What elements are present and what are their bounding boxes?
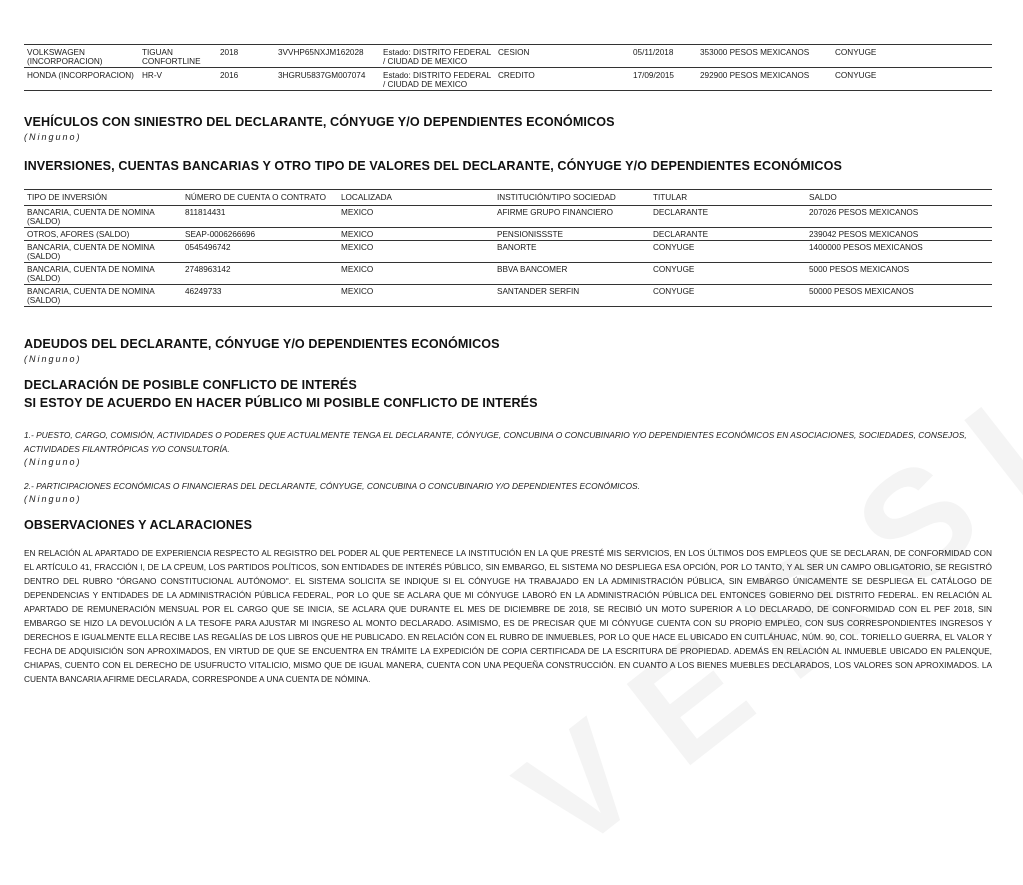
investments-header-cell: SALDO [806,190,992,206]
conflicto-item-2-none: (Ninguno) [24,494,82,504]
investment-cell: CONYUGE [650,285,806,307]
investments-table [24,189,992,307]
investments-header-cell: LOCALIZADA [338,190,494,206]
inversiones-title: INVERSIONES, CUENTAS BANCARIAS Y OTRO TIPO DE VALORES DEL DECLARANTE, CÓNYUGE Y/O DEPENDIENTES ECONÓMICOS [24,159,842,173]
vehicle-cell-holder: CONYUGE [832,68,992,91]
vehicle-cell-acquisition: CESION [495,45,630,68]
investment-cell: 46249733 [182,285,338,307]
vehicle-row [24,68,992,91]
observaciones-text: EN RELACIÓN AL APARTADO DE EXPERIENCIA RESPECTO AL REGISTRO DEL PODER AL QUE PERTENECE LA INSTITUCIÓN EN LA QUE PRESTÉ MIS SERVICIOS, EN LOS ÚLTIMOS DOS EMPLEOS QUE SE DECLARAN, DE CONFORMIDAD CON EL ARTÍCULO 41, FRACCIÓN I, DE LA CPEUM, LOS PARTIDOS POLÍTICOS, SON ENTIDADES DE INTERÉS PÚBLICO, SIN EMBARGO, EL SISTEMA NO DESPLIEGA ESA OPCIÓN, POR LO TANTO, Y AL SER UN CAMPO OBLIGATORIO, SE REGISTRÓ DENTRO DEL RUBRO "ÓRGANO CONSTITUCIONAL AUTÓNOMO". EL SISTEMA SOLICITA SE INDIQUE SI EL CÓNYUGE HA TRABAJADO EN LA ADMINISTRACIÓN PÚBLICA, SIN EMBARGO ÚNICAMENTE SE DESPLIEGA EL CATÁLOGO DE DEPENDENCIAS Y ENTIDADES DE LA ADMINISTRACIÓN PÚBLICA FEDERAL, POR LO QUE SE ACLARA QUE MI CÓNYUGE LABORÓ EN LA ADMINISTRACIÓN PÚBLICA DEL ENTONCES GOBIERNO DEL DISTRITO FEDERAL. EN RELACIÓN AL APARTADO DE REMUNERACIÓN MENSUAL POR EL CARGO QUE SE INICIA, SE ACLARA QUE DURANTE EL MES DE DICIEMBRE DE 2018, SE RECIBIÓ UN MOTO SUPERIOR A LO DECLARADO, DE CONFORMIDAD CON EL PEF 2018, SIN EMBARGO SE HIZO LA DEVOLUCIÓN A LA TESOFE PARA AJUSTAR MI INGRESO AL MONTO DECLARADO. ASIMISMO, ES DE PRECISAR QUE MI CÓNYUGE CUENTA CON SU PROPIO EMPLEO, CON SUS CORRESPONDIENTES INGRESOS Y DERECHOS E IGUALMENTE ELLA RECIBE LAS REGALÍAS DE LOS LIBROS QUE HE PUBLICADO. EN RELACIÓN CON EL RUBRO DE INMUEBLES, POR LO QUE HACE EL UBICADO EN CUITLÁHUAC, NÚM. 90, COL. TORIELLO GUERRA, EL VALOR Y FECHA DE ADQUISICIÓN SON APROXIMADOS, EN VIRTUD DE QUE SE ENCUENTRA EN TRÁMITE LA EXPEDICIÓN DE COPIA CERTIFICADA DE LA ESCRITURA DE PROPIEDAD. ADEMÁS EN RELACIÓN AL INMUEBLE UBICADO EN PALENQUE, CHIAPAS, CUENTO CON EL DERECHO DE USUFRUCTO VITALICIO, MISMO QUE DE IGUAL MANERA, CUENTA CON UNA PEQUEÑA CONSTRUCCIÓN. EN CUANTO A LOS BIENES MUEBLES DECLARADOS, LOS VALORES SON APROXIMADOS. LA CUENTA BANCARIA AFIRME DECLARADA, CORRESPONDE A UNA CUENTA DE NÓMINA. [24,548,992,684]
vehicle-cell-value: 292900 PESOS MEXICANOS [697,68,832,91]
vehicle-cell-acquisition: CREDITO [495,68,630,91]
investments-header-cell: TITULAR [650,190,806,206]
investment-row [24,228,992,241]
investments-header-cell: NÚMERO DE CUENTA O CONTRATO [182,190,338,206]
investment-cell: MEXICO [338,285,494,307]
investment-cell: SEAP-0006266696 [182,228,338,241]
investment-row [24,285,992,307]
investment-cell: 50000 PESOS MEXICANOS [806,285,992,307]
conflicto-title: DECLARACIÓN DE POSIBLE CONFLICTO DE INTERÉS [24,378,357,392]
vehicle-cell-year: 2018 [217,45,275,68]
investment-cell: BANCARIA, CUENTA DE NOMINA (SALDO) [24,285,182,307]
investment-cell: DECLARANTE [650,228,806,241]
investment-cell: 811814431 [182,206,338,228]
investment-cell: BANCARIA, CUENTA DE NOMINA (SALDO) [24,206,182,228]
investment-cell: MEXICO [338,206,494,228]
investment-row [24,206,992,228]
investment-cell: 2748963142 [182,263,338,285]
vehicle-cell-model: TIGUAN CONFORTLINE [139,45,217,68]
conflicto-item-1: 1.- PUESTO, CARGO, COMISIÓN, ACTIVIDADES O PODERES QUE ACTUALMENTE TENGA EL DECLARANTE, CÓNYUGE, CONCUBINA O CONCUBINARIO Y/O DEPENDIENTES ECONÓMICOS EN ASOCIACIONES, SOCIEDADES, CONSEJOS, ACTIVIDADES FILANTRÓPICAS Y/O CONSULTORÍA. [24,430,967,454]
investment-cell: MEXICO [338,228,494,241]
conflicto-item-1-none: (Ninguno) [24,457,82,467]
vehicle-cell-serial: 3VVHP65NXJM162028 [275,45,380,68]
vehicle-cell-value: 353000 PESOS MEXICANOS [697,45,832,68]
siniestro-none: (Ninguno) [24,132,82,142]
adeudos-title: ADEUDOS DEL DECLARANTE, CÓNYUGE Y/O DEPENDIENTES ECONÓMICOS [24,337,500,351]
vehicle-row [24,45,992,68]
investment-cell: BBVA BANCOMER [494,263,650,285]
vehicle-cell-holder: CONYUGE [832,45,992,68]
conflicto-item-2: 2.- PARTICIPACIONES ECONÓMICAS O FINANCIERAS DEL DECLARANTE, CÓNYUGE, CONCUBINA O CONCUBINARIO Y/O DEPENDIENTES ECONÓMICOS. [24,481,640,491]
investment-cell: MEXICO [338,241,494,263]
investment-cell: PENSIONISSSTE [494,228,650,241]
vehicle-cell-date: 05/11/2018 [630,45,697,68]
investment-cell: DECLARANTE [650,206,806,228]
investments-header-row [24,190,992,206]
vehicle-cell-year: 2016 [217,68,275,91]
investment-row [24,263,992,285]
investment-cell: BANCARIA, CUENTA DE NOMINA (SALDO) [24,263,182,285]
vehicle-cell-serial: 3HGRU5837GM007074 [275,68,380,91]
investment-cell: SANTANDER SERFIN [494,285,650,307]
investment-cell: BANORTE [494,241,650,263]
investment-cell: CONYUGE [650,263,806,285]
vehicles-table [24,45,992,91]
investment-cell: 239042 PESOS MEXICANOS [806,228,992,241]
investment-cell: 0545496742 [182,241,338,263]
investment-cell: CONYUGE [650,241,806,263]
observaciones-title: OBSERVACIONES Y ACLARACIONES [24,518,253,532]
investments-header-cell: TIPO DE INVERSIÓN [24,190,182,206]
vehicle-cell-location: Estado: DISTRITO FEDERAL / CIUDAD DE MEXICO [380,45,495,68]
vehicle-cell-brand: HONDA (INCORPORACION) [24,68,139,91]
vehicle-cell-date: 17/09/2015 [630,68,697,91]
vehicle-cell-brand: VOLKSWAGEN (INCORPORACION) [24,45,139,68]
investments-header-cell: INSTITUCIÓN/TIPO SOCIEDAD [494,190,650,206]
investment-cell: OTROS, AFORES (SALDO) [24,228,182,241]
investment-cell: 1400000 PESOS MEXICANOS [806,241,992,263]
investment-row [24,241,992,263]
investment-cell: 207026 PESOS MEXICANOS [806,206,992,228]
investment-cell: BANCARIA, CUENTA DE NOMINA (SALDO) [24,241,182,263]
investment-cell: MEXICO [338,263,494,285]
siniestro-title: VEHÍCULOS CON SINIESTRO DEL DECLARANTE, CÓNYUGE Y/O DEPENDIENTES ECONÓMICOS [24,115,615,129]
adeudos-none: (Ninguno) [24,354,82,364]
investment-cell: 5000 PESOS MEXICANOS [806,263,992,285]
vehicle-cell-model: HR-V [139,68,217,91]
investment-cell: AFIRME GRUPO FINANCIERO [494,206,650,228]
vehicle-cell-location: Estado: DISTRITO FEDERAL / CIUDAD DE MEXICO [380,68,495,91]
document-page [24,44,992,686]
conflicto-subtitle: SI ESTOY DE ACUERDO EN HACER PÚBLICO MI POSIBLE CONFLICTO DE INTERÉS [24,396,538,410]
